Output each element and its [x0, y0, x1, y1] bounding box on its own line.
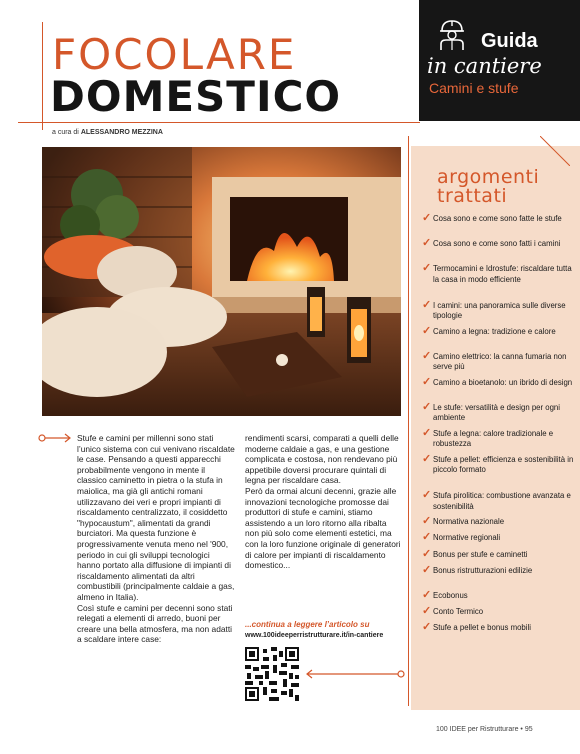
- topic-item: ✓ Stufe a pellet: efficienza e sostenibilità in piccolo formato: [422, 452, 574, 475]
- check-icon: ✓: [422, 375, 432, 388]
- check-icon: ✓: [422, 515, 432, 528]
- page-title-line2: DOMESTICO: [50, 72, 342, 121]
- check-icon: ✓: [422, 531, 432, 544]
- article-paragraph: Però da ormai alcuni decenni, grazie alle innovazioni tecnologiche promosse dai produttori di stufe e camini, stiamo assistendo a un loro ritorno alla ribalta non più solo come elementi estetici, ma con la loro funzione originale di generatori di calore per impianti di riscaldamento domestico...: [245, 485, 401, 571]
- arrow-right-icon: [38, 433, 72, 443]
- check-icon: ✓: [422, 588, 432, 601]
- topics-list: [423, 214, 575, 640]
- qr-code-icon[interactable]: [245, 647, 299, 701]
- topic-item: ✓ Stufa pirolitica: combustione avanzata e sostenibilità: [422, 489, 571, 511]
- title-accent-line: [42, 22, 43, 130]
- byline-prefix: a cura di: [52, 129, 79, 136]
- article-link[interactable]: www.100ideeperristrutturare.it/in-cantiere: [245, 632, 384, 639]
- topic-item: ✓ Bonus ristrutturazioni edilizie: [422, 563, 533, 576]
- topic-item: ✓ Bonus per stufe e caminetti: [422, 547, 528, 560]
- arrow-left-icon: [305, 669, 405, 679]
- topic-item: ✓ Le stufe: versatilità e design per ogni ambiente: [422, 400, 560, 423]
- check-icon: ✓: [422, 298, 432, 311]
- check-icon: ✓: [422, 563, 432, 576]
- check-icon: ✓: [422, 547, 432, 560]
- topic-item: ✓ I camini: una panoramica sulle diverse tipologie: [422, 298, 566, 320]
- topic-item: ✓ Normative regionali: [422, 531, 501, 544]
- check-icon: ✓: [422, 452, 432, 465]
- topic-item: ✓ Cosa sono e come sono fatti i camini: [422, 237, 561, 250]
- topic-item: ✓ Camino elettrico: la canna fumaria non serve più: [422, 349, 567, 372]
- topic-item: ✓ Ecobonus: [422, 588, 468, 601]
- header-divider: [18, 122, 420, 123]
- guide-badge: [419, 0, 580, 121]
- panel-corner-decoration: [540, 136, 570, 166]
- check-icon: ✓: [422, 621, 432, 634]
- topics-title-line1: argomenti: [437, 166, 540, 188]
- topic-item: ✓ Termocamini e Idrostufe: riscaldare tutta la casa in modo efficiente: [422, 262, 572, 284]
- topic-item: ✓ Stufe a pellet e bonus mobili: [422, 621, 531, 634]
- topic-item: ✓ Cosa sono e come sono fatte le stufe: [422, 212, 562, 224]
- check-icon: ✓: [422, 324, 432, 337]
- badge-in-cantiere: in cantiere: [427, 54, 542, 78]
- topic-item: ✓ Camino a legna: tradizione e calore: [422, 324, 556, 337]
- topic-item: ✓ Normativa nazionale: [422, 515, 505, 528]
- worker-helmet-icon: [437, 18, 467, 50]
- panel-accent-line: [408, 136, 409, 706]
- check-icon: ✓: [422, 605, 432, 618]
- article-column-1: [77, 433, 235, 645]
- article-paragraph: rendimenti scarsi, comparati a quelli delle moderne caldaie a gas, e una gestione complicata e costosa, non rendevano più appetibile doversi procurare quintali di legna per riscaldare casa.: [245, 433, 399, 486]
- badge-guida: Guida: [481, 30, 538, 52]
- topics-title-line2: trattati: [437, 185, 508, 207]
- topic-item: ✓ Camino a bioetanolo: un ibrido di design: [422, 375, 573, 388]
- hero-fireplace-image: [42, 147, 401, 416]
- topics-title: [437, 168, 539, 206]
- page-title-line1: FOCOLARE: [52, 30, 297, 79]
- check-icon: ✓: [422, 400, 432, 413]
- badge-section: Camini e stufe: [429, 80, 519, 96]
- check-icon: ✓: [422, 426, 432, 439]
- check-icon: ✓: [422, 237, 432, 250]
- topics-panel: [411, 146, 580, 710]
- check-icon: ✓: [422, 262, 432, 275]
- page-footer: 100 IDEE per Ristrutturare • 95: [436, 726, 533, 733]
- continue-reading-text: ...continua a leggere l’articolo su: [245, 620, 370, 629]
- check-icon: ✓: [422, 349, 432, 362]
- topic-item: ✓ Stufe a legna: calore tradizionale e robustezza: [422, 426, 554, 449]
- byline-author: ALESSANDRO MEZZINA: [80, 129, 163, 136]
- article-column-2: [245, 433, 401, 571]
- article-paragraph: Stufe e camini per millenni sono stati l’unico sistema con cui venivano riscaldate le case. Pensando a questi apparecchi probabilmente vengono in mente il classico caminetto in pietra o la stufa in maiolica, ma già gli antichi romani utilizzavano dei veri e propri impianti di riscaldamento centralizzato, il cosiddetto "hypocaustum", alimentati da grandi burciatori. Ma questa funzione è progressivamente venuta meno nel '900, periodo in cui gli sviluppi tecnologici hanno portato alla diffusione di impianti di riscaldamento alimentati da altri combustibili (principalmente caldaie a gas, almeno in Italia).: [77, 433, 235, 602]
- article-paragraph: Così stufe e camini per decenni sono stati relegati a elementi di arredo, buoni per creare una bella atmosfera, ma non adatti a scaldare intere case:: [77, 602, 233, 645]
- check-icon: ✓: [422, 212, 432, 224]
- byline: [52, 129, 163, 136]
- topic-item: ✓ Conto Termico: [422, 605, 484, 618]
- check-icon: ✓: [422, 489, 432, 502]
